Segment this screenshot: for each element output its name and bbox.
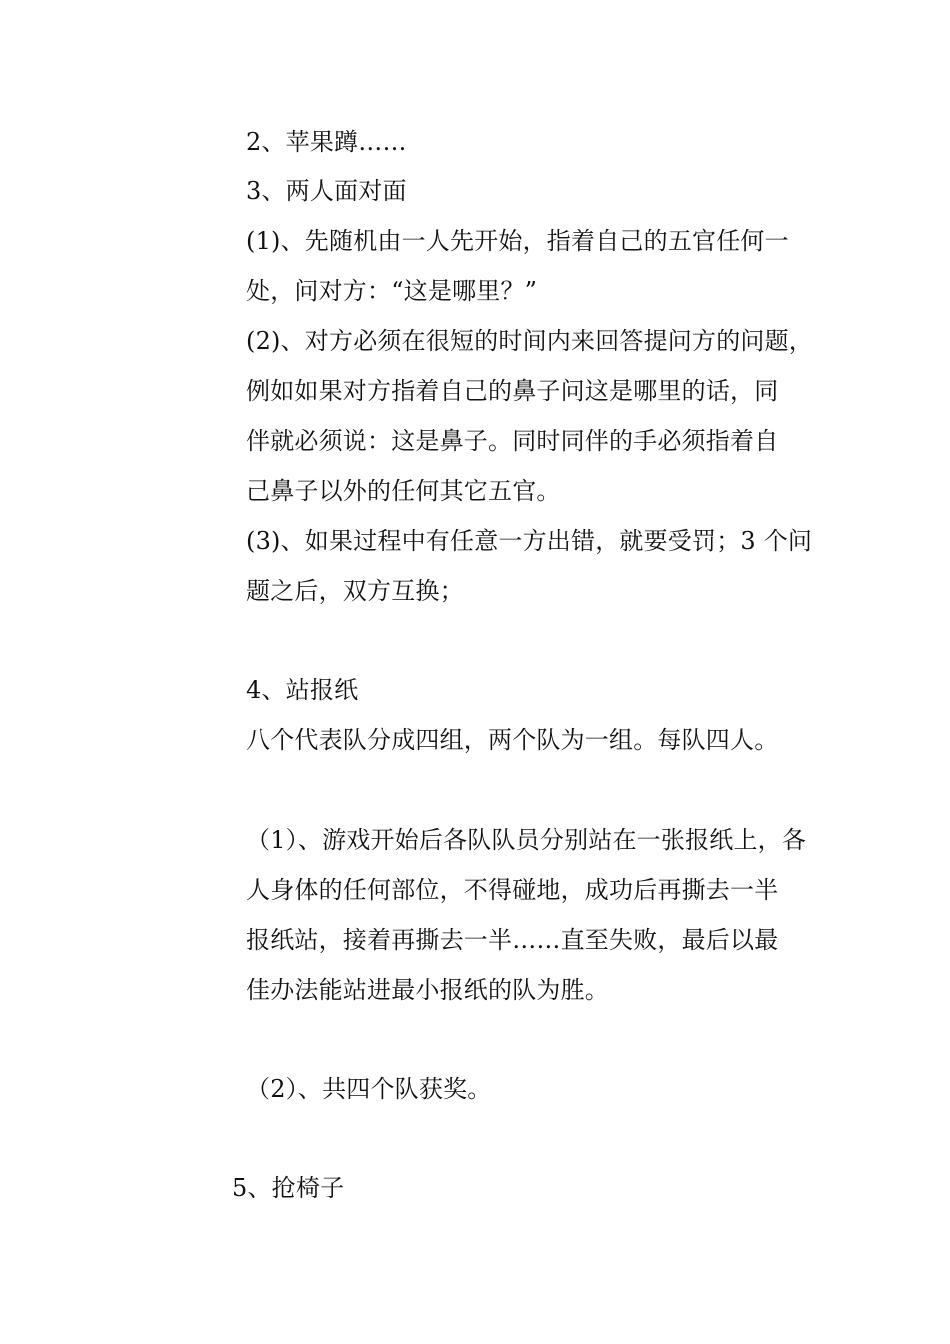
line-rule-2a: (2)、对方必须在很短的时间内来回答提问方的问题， <box>246 327 813 355</box>
line-rule-2c: 伴就必须说：这是鼻子。同时同伴的手必须指着自 <box>246 427 779 455</box>
line-rule-3a: (3)、如果过程中有任意一方出错，就要受罚；3 个问 <box>246 527 813 555</box>
line-chair-heading: 5、抢椅子 <box>232 1174 345 1202</box>
line-newspaper-rule-1b: 人身体的任何部位，不得碰地，成功后再撕去一半 <box>246 876 779 904</box>
line-newspaper-rule-1a: （1）、游戏开始后各队队员分别站在一张报纸上，各 <box>246 826 807 854</box>
line-rule-1a: (1)、先随机由一人先开始，指着自己的五官任何一 <box>246 227 789 255</box>
line-apple-squat: 2、苹果蹲…… <box>246 128 407 156</box>
line-face-to-face-heading: 3、两人面对面 <box>246 177 407 205</box>
line-rule-2d: 己鼻子以外的任何其它五官。 <box>246 477 561 505</box>
line-newspaper-heading: 4、站报纸 <box>246 676 359 704</box>
line-rule-1b: 处，问对方：“这是哪里？” <box>246 277 538 305</box>
line-newspaper-rule-2: （2）、共四个队获奖。 <box>246 1075 492 1103</box>
line-newspaper-groups: 八个代表队分成四组，两个队为一组。每队四人。 <box>246 726 779 754</box>
line-newspaper-rule-1c: 报纸站，接着再撕去一半……直至失败，最后以最 <box>246 926 779 954</box>
line-rule-2b: 例如如果对方指着自己的鼻子问这是哪里的话，同 <box>246 377 779 405</box>
line-rule-3b: 题之后，双方互换； <box>246 577 464 605</box>
line-newspaper-rule-1d: 佳办法能站进最小报纸的队为胜。 <box>246 976 609 1004</box>
